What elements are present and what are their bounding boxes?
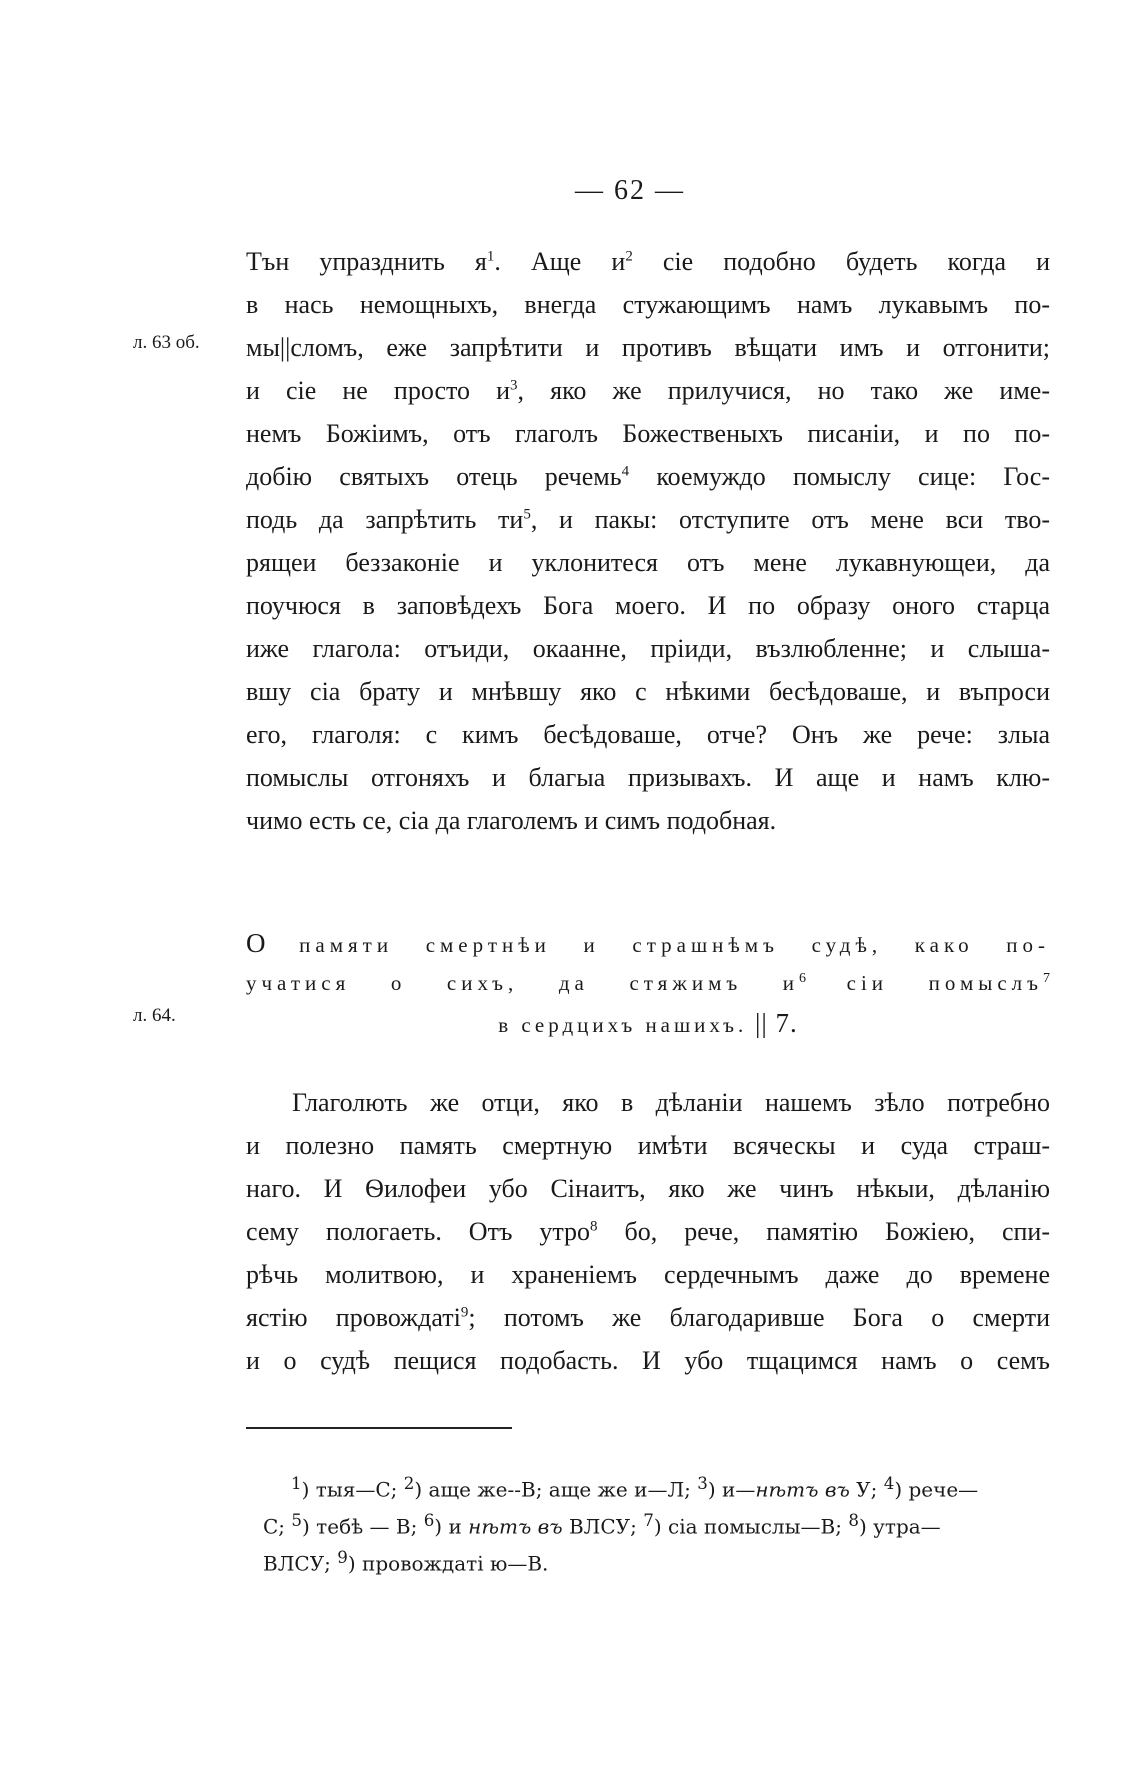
footnote-text: ) и— <box>707 1477 756 1502</box>
heading-line-1 <box>246 923 1050 963</box>
footnote-text: ) тыя—С; <box>301 1477 404 1502</box>
section-heading <box>246 923 1050 1043</box>
footnote-ref-7: 7 <box>1043 971 1051 986</box>
footnote-line-1 <box>263 1465 1049 1502</box>
text-run: в нась немощныхъ, внегда стужающимъ намъ лукавымъ по- <box>246 290 1050 319</box>
footnote-ref: 4 <box>621 463 630 480</box>
paragraph-2 <box>246 1081 1050 1382</box>
footnote-mark: 4 <box>883 1474 895 1493</box>
heading-line-1-text: памяти смертнѣи и страшнѣмъ судѣ, како по- <box>266 933 1050 957</box>
heading-line-2-text-a: учатися о сихъ, да стяжимъ и <box>246 971 800 995</box>
heading-initial: О <box>246 928 267 958</box>
heading-line-3 <box>246 1003 1050 1043</box>
text-run: вшу сіа брату и мнѣвшу яко с нѣкими бесѣдоваше, и въпроси <box>246 677 1050 706</box>
text-run: немъ Божіимъ, отъ глаголъ Божественыхъ писаніи, и по по- <box>246 419 1050 448</box>
text-line <box>246 1339 1050 1382</box>
text-run: Тън упразднить я <box>246 247 487 276</box>
text-run: иже глагола: отъиди, окаанне, пріиди, възлюбленне; и слыша- <box>246 634 1050 663</box>
footnote-text: ВЛСУ; <box>263 1551 338 1576</box>
text-line <box>246 1167 1050 1210</box>
heading-line-2-text-b: сіи помыслъ <box>806 971 1044 995</box>
text-line <box>246 1253 1050 1296</box>
text-line <box>246 670 1050 713</box>
text-line <box>246 412 1050 455</box>
paragraph-1 <box>246 240 1050 842</box>
text-run: помыслы отгоняхъ и благыа призывахъ. И аще и намъ клю- <box>246 763 1050 792</box>
footnote-text: С; <box>263 1514 292 1539</box>
footnote-ref: 1 <box>486 248 495 265</box>
footnote-text: У; <box>849 1477 884 1502</box>
text-run: и о судѣ пещися подобасть. И убо тщацимся намъ о семъ <box>246 1346 1050 1375</box>
page-number: — 62 — <box>575 175 685 206</box>
text-run: и полезно память смертную имѣти всяческы и суда страш- <box>246 1131 1050 1160</box>
text-run: рѣчь молитвою, и храненіемъ сердечнымъ даже до времене <box>246 1260 1050 1289</box>
footnote-ref-6: 6 <box>799 971 807 986</box>
text-run: коемуждо помыслу сице: Гос- <box>629 462 1050 491</box>
text-line <box>246 799 1050 842</box>
footnote-mark: 3 <box>697 1474 708 1493</box>
footnote-mark: 9 <box>337 1548 348 1567</box>
text-run: рящеи беззаконіе и уклонитеся отъ мене лукавнующеи, да <box>246 548 1050 577</box>
text-run: его, глаголя: с кимъ бесѣдоваше, отче? Онъ же рече: злыа <box>246 720 1050 749</box>
text-run: , и пакы: отступите отъ мене вси тво- <box>530 505 1050 534</box>
text-line <box>246 713 1050 756</box>
footnote-mark: 7 <box>643 1511 654 1530</box>
footnote-ref: 2 <box>625 248 633 265</box>
text-line <box>246 584 1050 627</box>
footnote-mark: 5 <box>291 1511 303 1530</box>
footnote-line-3 <box>263 1539 1049 1576</box>
footnote-mark: 8 <box>848 1511 859 1530</box>
text-line <box>246 326 1050 369</box>
footnote-mark: 2 <box>403 1474 415 1493</box>
text-line <box>246 1210 1050 1253</box>
footnote-text-italic: нѣтъ въ <box>468 1514 563 1539</box>
text-run: и сіе не просто и <box>246 376 511 405</box>
footnotes <box>263 1465 1049 1576</box>
text-line <box>246 627 1050 670</box>
margin-note-folio-63v: л. 63 об. <box>133 332 200 353</box>
margin-note-folio-64: л. 64. <box>133 1005 176 1026</box>
heading-line-3-text: в сердцихъ нашихъ. <box>498 1013 748 1037</box>
text-line <box>246 1124 1050 1167</box>
text-run: Глаголють же отци, яко в дѣланіи нашемъ зѣло потребно <box>292 1088 1050 1117</box>
footnote-text: ) и <box>434 1514 469 1539</box>
text-run: наго. И Ѳилофеи убо Сінаитъ, яко же чинъ нѣкыи, дѣланію <box>246 1174 1050 1203</box>
text-line <box>246 283 1050 326</box>
page-number-value: 62 <box>614 175 646 206</box>
footnote-text: ) тебѣ — В; <box>302 1514 424 1539</box>
footnote-divider <box>246 1427 512 1429</box>
footnote-text: ) аще же--В; аще же и—Л; <box>414 1477 698 1502</box>
footnote-text: ВЛСУ; <box>562 1514 644 1539</box>
footnote-text: ) сіа помыслы—В; <box>653 1514 849 1539</box>
text-line <box>246 756 1050 799</box>
text-line <box>246 1296 1050 1339</box>
text-run: поучюся в заповѣдехъ Бога моего. И по образу оного старца <box>246 591 1050 620</box>
footnote-text: ) провождаті ю—В. <box>347 1551 549 1576</box>
text-run: бо, рече, памятію Божіею, спи- <box>597 1217 1050 1246</box>
footnote-ref: 9 <box>460 1304 469 1321</box>
text-line <box>246 455 1050 498</box>
text-line <box>246 498 1050 541</box>
heading-number: || 7. <box>747 1008 798 1038</box>
text-run: ; потомъ же благодаривше Бога о смерти <box>468 1303 1050 1332</box>
text-run: подь да запрѣтить ти <box>246 505 524 534</box>
footnote-line-2 <box>263 1502 1049 1539</box>
footnote-ref: 8 <box>590 1218 598 1235</box>
text-line <box>246 1081 1050 1124</box>
footnote-mark: 6 <box>423 1511 435 1530</box>
text-run: ястію провождаті <box>246 1303 461 1332</box>
text-run: добію святыхъ отець речемь <box>246 462 622 491</box>
footnote-text-italic: нѣтъ въ <box>755 1477 850 1502</box>
text-line <box>246 369 1050 412</box>
text-line <box>246 541 1050 584</box>
footnote-ref: 3 <box>510 377 518 394</box>
footnote-ref: 5 <box>523 506 531 523</box>
text-line <box>246 240 1050 283</box>
text-run: сему пологаеть. Отъ утро <box>246 1217 591 1246</box>
text-run: , яко же прилучися, но тако же име- <box>517 376 1050 405</box>
footnote-text: ) рече— <box>894 1477 979 1502</box>
text-run: мы||сломъ, еже запрѣтити и противъ вѣщати имъ и отгонити; <box>246 333 1050 362</box>
text-run: сіе подобно будеть когда и <box>632 247 1050 276</box>
footnote-mark: 1 <box>291 1474 302 1493</box>
footnote-text: ) утра— <box>858 1514 941 1539</box>
text-run: . Аще и <box>494 247 626 276</box>
heading-line-2 <box>246 963 1050 1003</box>
text-run: чимо есть се, сіа да глаголемъ и симъ подобная. <box>246 806 777 835</box>
